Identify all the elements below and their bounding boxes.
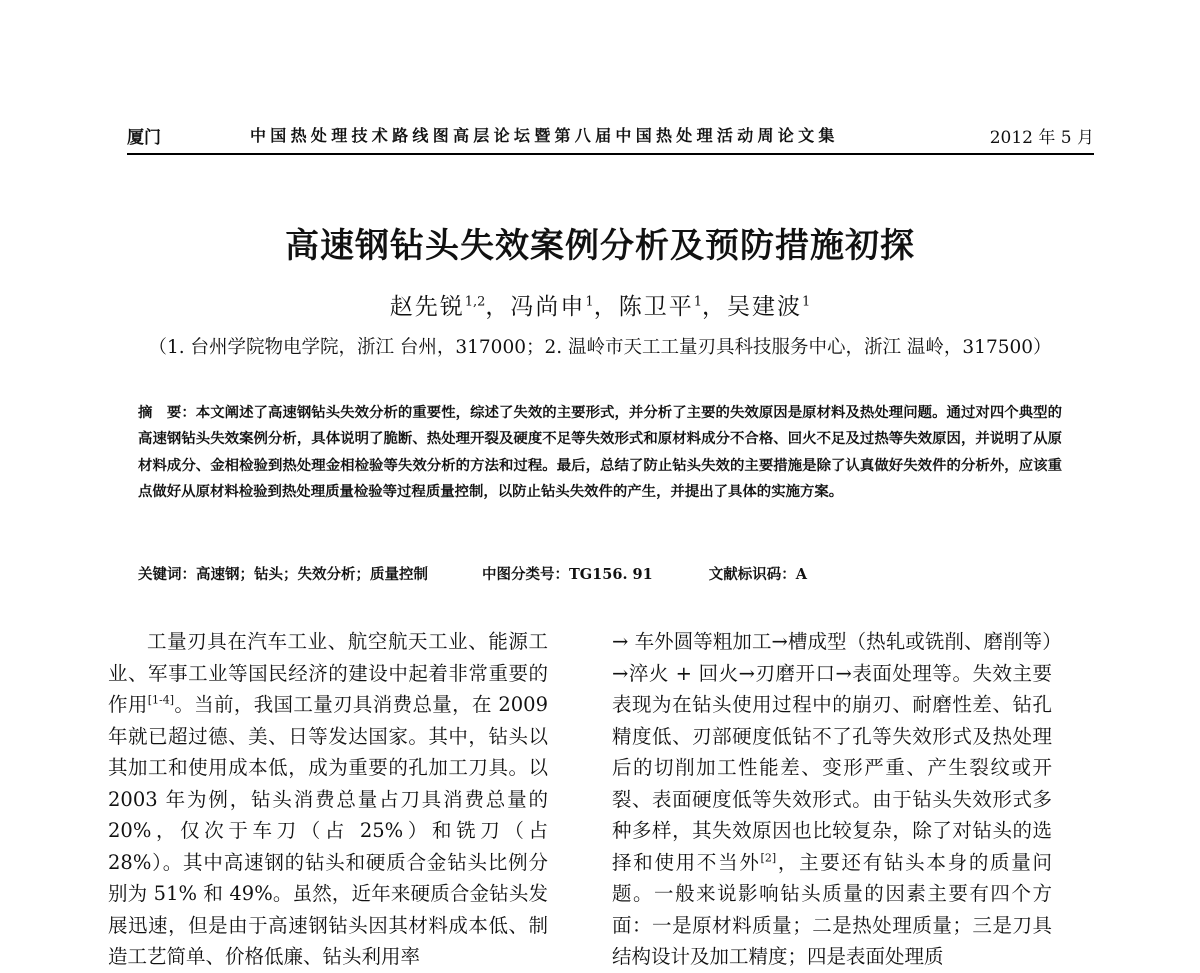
author-list <box>0 288 1200 321</box>
keywords-label: 关键词： <box>138 566 196 583</box>
document-code-value: A <box>795 566 807 583</box>
author-name: 冯尚申 <box>510 294 586 320</box>
body-column-right <box>612 626 1052 973</box>
citation: [2] <box>760 851 777 864</box>
running-header <box>127 123 1094 147</box>
author-name: 吴建波 <box>726 294 802 320</box>
abstract <box>138 400 1062 505</box>
author-separator: ， <box>701 294 727 320</box>
author-separator: ， <box>593 294 619 320</box>
keywords-text: 高速钢；钻头；失效分析；质量控制 <box>196 566 428 583</box>
body-text: 工量刃具在汽车工业、航空航天工业、能源工业、军事工业等国民经济的建设中起着非常重要的作用 <box>108 630 548 716</box>
abstract-text: 本文阐述了高速钢钻头失效分析的重要性，综述了失效的主要形式，并分析了主要的失效原因是原材料及热处理问题。通过对四个典型的高速钢钻头失效案例分析，具体说明了脆断、热处理开裂及硬度不足等失效形式和原材料成分不合格、回火不足及过热等失效原因，并说明了从原材料成分、金相检验到热处理金相检验等失效分析的方法和过程。最后，总结了防止钻头失效的主要措施是除了认真做好失效件的分析外，应该重点做好从原材料检验到热处理质量检验等过程质量控制，以防止钻头失效件的产生，并提出了具体的实施方案。 <box>138 404 1062 500</box>
document-code-label: 文献标识码： <box>708 566 796 583</box>
header-rule <box>127 153 1094 155</box>
keywords-line <box>138 563 1062 584</box>
author-separator: ， <box>485 294 511 320</box>
header-location: 厦门 <box>127 128 161 148</box>
classification-value: TG156. 91 <box>569 566 653 583</box>
body-text: 。当前，我国工量刃具消费总量，在 2009 年就已超过德、美、日等发达国家。其中，钻头以其加工和使用成本低，成为重要的孔加工刀具。以 2003 年为例，钻头消费总量占刀具消费总量的 20%，仅次于车刀（占 25%）和铣刀（占 28%）。其中高速钢的钻头和硬质合金钻头比例分别为 51% 和 49%。虽然，近年来硬质合金钻头发展迅速，但是由于高速钢钻头因其材料成本低、制造工艺简单、价格低廉、钻头利用率 <box>108 693 548 968</box>
author-affiliation-mark: 1 <box>801 294 811 310</box>
body-text: → 车外圆等粗加工→槽成型（热轧或铣削、磨削等）→淬火 + 回火→刃磨开口→表面处理等。失效主要表现为在钻头使用过程中的崩刃、耐磨性差、钻孔精度低、刃部硬度低钻不了孔等失效形式及热处理后的切削加工性能差、变形严重、产生裂纹或开裂、表面硬度低等失效形式。由于钻头失效形式多种多样，其失效原因也比较复杂，除了对钻头的选择和使用不当外 <box>612 630 1052 874</box>
citation: [1-4] <box>147 693 174 707</box>
author-affiliation-mark: 1 <box>693 294 702 310</box>
paper-title: 高速钢钻头失效案例分析及预防措施初探 <box>285 226 915 266</box>
affiliation: （1. 台州学院物电学院，浙江 台州，317000；2. 温岭市天工工量刃具科技服务中心，浙江 温岭，317500） <box>148 337 1052 358</box>
body-column-left <box>108 626 548 973</box>
author-name: 陈卫平 <box>618 294 694 320</box>
author-name: 赵先锐 <box>389 294 465 320</box>
body-text: ，主要还有钻头本身的质量问题。一般来说影响钻头质量的因素主要有四个方面：一是原材料质量；二是热处理质量；三是刀具结构设计及加工精度；四是表面处理质 <box>612 850 1052 968</box>
abstract-label: 摘 要： <box>138 404 196 421</box>
classification-label: 中图分类号： <box>482 566 569 583</box>
header-proceedings-title: 中国热处理技术路线图高层论坛暨第八届中国热处理活动周论文集 <box>250 126 839 145</box>
author-affiliation-mark: 1 <box>585 294 594 310</box>
header-date: 2012 年 5 月 <box>989 128 1094 148</box>
author-affiliation-mark: 1,2 <box>464 294 486 310</box>
